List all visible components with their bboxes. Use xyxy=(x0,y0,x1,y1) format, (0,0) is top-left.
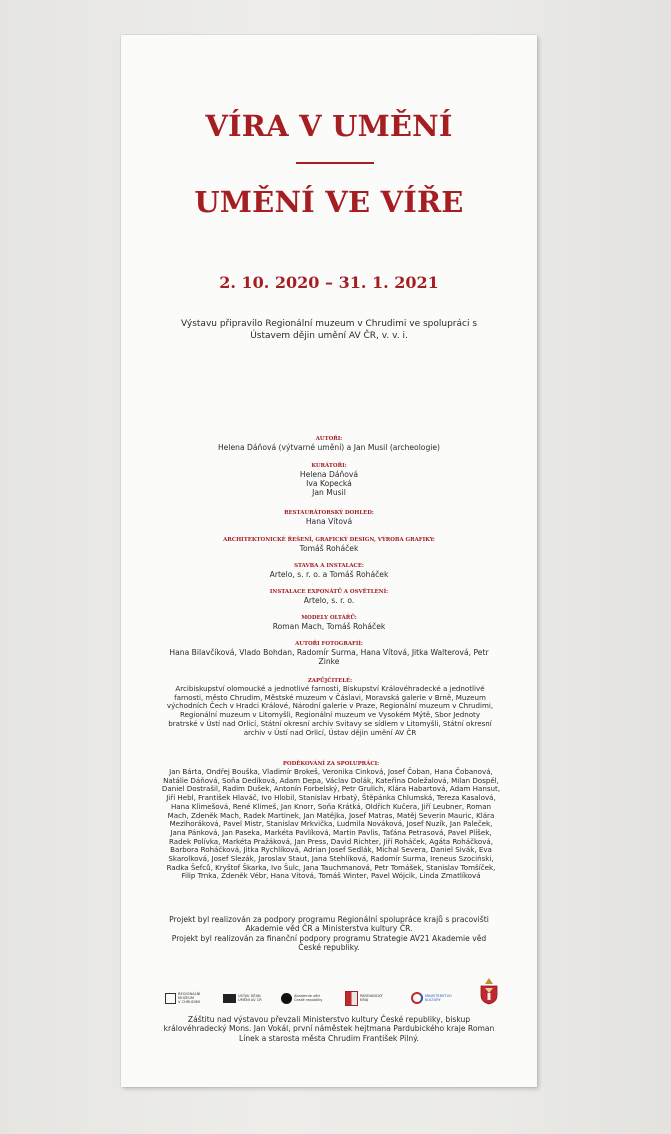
credit-label: AUTOŘI: xyxy=(315,436,343,442)
credit-value: Helena Dáňová (výtvarné umění) a Jan Musil (archeologie) xyxy=(217,443,441,452)
logo-text: ÚSTAV DĚJIN UMĚNÍ AV ČR xyxy=(238,993,262,1002)
credit-value: Tomáš Roháček xyxy=(299,544,359,553)
exhibition-dates: 2. 10. 2020 – 31. 1. 2021 xyxy=(219,273,439,292)
credit-label: AUTOŘI FOTOGRAFIÍ: xyxy=(295,641,363,647)
credit-label: MODELY OLTÁŘŮ: xyxy=(301,615,357,621)
lenders-text: Arcibiskupství olomoucké a jednotlivé farnosti, Biskupství Královéhradecké a jednotlivé farnosti, město Chrudim, Městské muzeum v Čáslavi, Moravská galerie v Brně, Muzeum východních Čech v Hradci Králové, Národní galerie v Praze, Regionální muzeum v Chrudimi, Regionální muzeum v Litomyšli, Regionální muzeum ve Vysokém Mýtě, Sbor Jednoty bratrské v Ústí nad Orlicí, Státní okresní archiv Svitavy se sídlem v Litomyšli, Státní okresní archiv v Ústí nad Orlicí, Ústav dějin umění AV ČR xyxy=(166,684,494,737)
credit-photographers xyxy=(169,640,489,666)
exhibition-poster xyxy=(121,35,537,1087)
bishop-crest-icon xyxy=(479,977,499,1005)
credit-altar-models xyxy=(161,614,497,631)
udu-mark-icon xyxy=(223,994,236,1003)
credit-label: KURÁTOŘI: xyxy=(311,463,347,469)
thanks-text: Jan Bárta, Ondřej Bouška, Vladimír Brokeš, Veronika Cinková, Josef Čoban, Hana Čobanová, Natálie Dáňová, Soňa Dedíková, Adam Depa, Václav Dolák, Kateřina Doležalová, Milan Dospěl, Daniel Dostrašil, Radim Dušek, Antonín Forbelský, Petr Grulich, Klára Habartová, Adam Hansut, Jiří Hebl, František Hlaváč, Ivo Hlobil, Stanislav Hrbatý, Štěpánka Chlumská, Tereza Kasalová, Hana Klimešová, René Klimeš, Jan Knorr, Soňa Krátká, Oldřich Kučera, Jiří Leubner, Roman Mach, Zdeněk Mach, Radek Martinek, Jan Matějka, Josef Matras, Matěj Severin Mauric, Klára Mezihoráková, Pavel Mistr, Stanislav Mrkvička, Ludmila Nováková, Josef Nuzík, Jan Paleček, Jana Pánková, Jan Paseka, Markéta Pavlíková, Martin Pavlis, Taťána Petrasová, Pavel Plíšek, Radek Polívka, Markéta Pražáková, Jan Press, David Richter, Jiří Roháček, Agáta Roháčková, Barbora Roháčková, Jitka Rychlíková, Adrian Josef Sedlák, Michal Severa, Daniel Sivák, Eva Skarolková, Josef Slezák, Jaroslav Staut, Jana Stehlíková, Radomír Surma, Ireneus Szociński, Radka Šefců, Kryštof Škarka, Ivo Šulc, Jana Tauchmanová, Petr Tomášek, Stanislav Tomšíček, Filip Trnka, Zdeněk Vébr, Hana Vítová, Tomáš Winter, Pavel Wójcik, Linda Zmatlíková xyxy=(161,767,501,881)
credit-lighting xyxy=(161,588,497,605)
lenders-label: ZAPŮJČITELÉ: xyxy=(307,678,353,684)
lenders-section xyxy=(165,677,495,737)
credit-curators xyxy=(161,462,497,497)
logo-pardubice-region xyxy=(345,989,383,1007)
logo-text: MINISTERSTVO KULTURY xyxy=(425,993,452,1002)
credit-design xyxy=(161,536,497,553)
thanks-section xyxy=(161,760,501,881)
credit-installation xyxy=(161,562,497,579)
museum-mark-icon xyxy=(165,993,176,1004)
logo-text: Akademie věd České republiky xyxy=(294,993,323,1002)
funding-note: Projekt byl realizován za podpory programu Regionální spolupráce krajů s pracovišti Akademie věd ČR a Ministerstva kultury ČR. Projekt byl realizován za finanční podpory programu Strategie AV21 Akademie věd České republiky. xyxy=(169,915,489,953)
credit-authors xyxy=(161,435,497,452)
logo-text: REGIONÁLNÍ MUZEUM V CHRUDIMI xyxy=(178,991,201,1005)
title-divider xyxy=(296,162,374,164)
logo-art-history-institute xyxy=(223,989,262,1007)
credit-value: Roman Mach, Tomáš Roháček xyxy=(272,622,386,631)
credit-value: Hana Vítová xyxy=(305,517,353,526)
credit-restoration xyxy=(161,509,497,526)
organizer-intro: Výstavu připravilo Regionální muzeum v Chrudimi ve spolupráci s Ústavem dějin umění AV ČR, v. v. i. xyxy=(180,319,478,341)
credit-value: Hana Bilavčíková, Vlado Bohdan, Radomír Surma, Hana Vítová, Jitka Walterová, Petr Zinke xyxy=(169,648,489,666)
ministry-mark-icon xyxy=(411,992,423,1004)
logo-diocese-crest xyxy=(479,982,499,1000)
credit-label: ARCHITEKTONICKÉ ŘEŠENÍ, GRAFICKÝ DESIGN, VÝROBA GRAFIKY: xyxy=(223,537,435,543)
pardubice-crest-icon xyxy=(345,991,358,1006)
credit-value: Artelo, s. r. o. xyxy=(303,596,355,605)
title-line-2: UMĚNÍ VE VÍŘE xyxy=(194,185,464,219)
logo-ministry-of-culture xyxy=(411,989,452,1007)
partner-logos xyxy=(161,986,501,1010)
patronage-note: Záštitu nad výstavou převzali Ministerstvo kultury České republiky, biskup královéhradecký Mons. Jan Vokál, první náměstek hejtmana Pardubického kraje Roman Línek a starosta města Chrudim František Pilný. xyxy=(163,1015,495,1043)
logo-text: PARDUBICKÝ KRAJ xyxy=(360,993,383,1002)
logo-regional-museum xyxy=(165,989,200,1007)
thanks-label: PODĚKOVÁNÍ ZA SPOLUPRÁCI: xyxy=(282,761,380,767)
credit-label: RESTAURÁTORSKÝ DOHLED: xyxy=(284,510,374,516)
academy-mark-icon xyxy=(281,993,292,1004)
credit-label: INSTALACE EXPONÁTŮ A OSVĚTLENÍ: xyxy=(269,589,389,595)
logo-academy-of-sciences xyxy=(281,989,322,1007)
credit-label: STAVBA A INSTALACE: xyxy=(294,563,364,569)
credit-value: Helena Dáňová Iva Kopecká Jan Musil xyxy=(299,470,359,497)
credit-value: Artelo, s. r. o. a Tomáš Roháček xyxy=(269,570,389,579)
title-line-1: VÍRA V UMĚNÍ xyxy=(205,109,453,143)
